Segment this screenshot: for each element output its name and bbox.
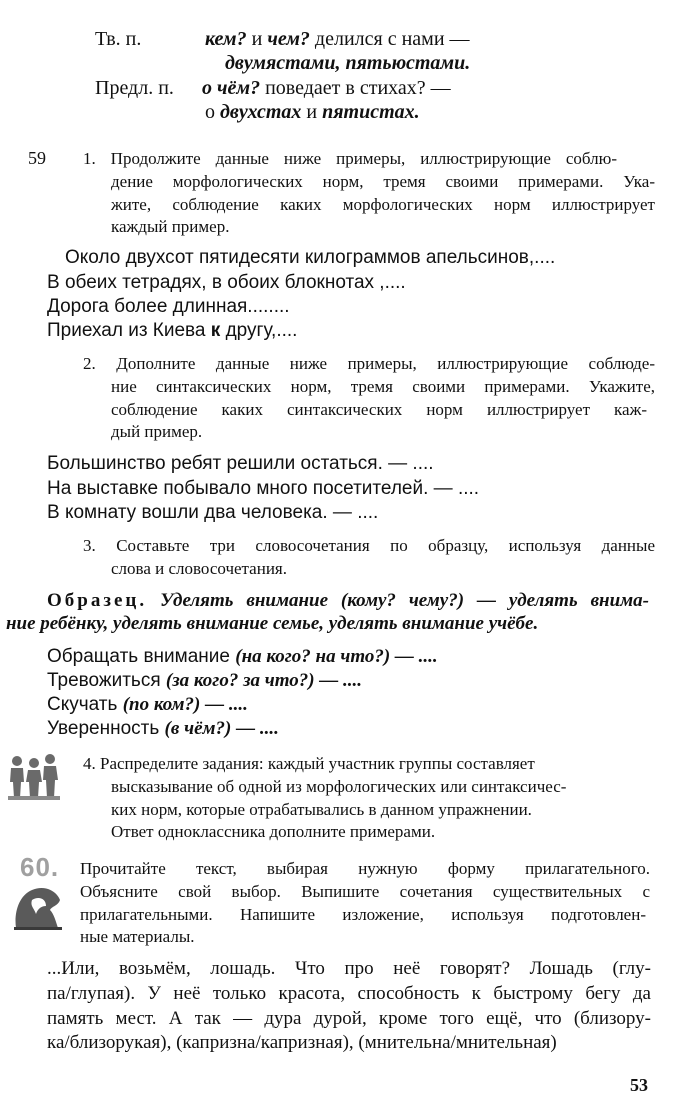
sample-line-1 (47, 590, 649, 612)
task2-line-3: соблюдение каких синтаксических норм иллюстрирует каж- (111, 400, 647, 419)
task1-example-3: Дорога более длинная........ (47, 296, 290, 317)
ex60-line-4: ные материалы. (80, 927, 195, 946)
question-chem: чем? (267, 28, 310, 50)
task3-item-1 (47, 646, 438, 668)
example4-pre: Приехал из Киева (47, 320, 211, 341)
conj-and-2: и (306, 101, 318, 123)
task3-item-3 (47, 694, 248, 716)
task4-line-2: высказывание об одной из морфологических или синтаксичес- (111, 777, 567, 796)
ex60-line-1: Прочитайте текст, выбирая нужную форму прилагательного. (80, 859, 650, 878)
ex60-text-line-3: память мест. А так — дура дурой, кроме того ещё, что (близору- (47, 1008, 651, 1029)
exercise-number-59: 59 (28, 148, 46, 168)
group-work-icon (8, 752, 60, 800)
answer-pyatistakh: пятистах. (322, 101, 420, 123)
task1-line-2: дение морфологических норм, тремя своими примерами. Ука- (111, 172, 655, 191)
task1-example-4 (47, 320, 297, 342)
prep-o: о (205, 101, 215, 123)
case-answer-pred (205, 101, 420, 124)
ex60-text-line-4: ка/близорукая), (капризна/капризная), (мнительна/мнительная) (47, 1032, 557, 1053)
task3-item-1-question: (на кого? на что?) — .... (235, 646, 438, 667)
question-kem: кем? (205, 28, 247, 50)
task3-item-3-word: Скучать (47, 694, 123, 715)
ex60-text-line-2: па/глупая). У неё только красота, способность к быстрому бегу да (47, 983, 651, 1004)
task2-line-2: ние синтаксических норм, тремя своими примерами. Укажите, (111, 377, 655, 396)
task3-line-1: 3. Составьте три словосочетания по образцу, используя данные (83, 536, 655, 555)
sample-line-2: ние ребёнку, уделять внимание семье, уделять внимание учёбе. (6, 613, 539, 634)
task3-item-1-word: Обращать внимание (47, 646, 236, 667)
task3-item-4-question: (в чём?) — .... (164, 718, 279, 739)
task1-example-2: В обеих тетрадях, в обоих блокнотах ,.... (47, 272, 406, 293)
ex60-line-3: прилагательными. Напишите изложение, используя подготовлен- (80, 905, 646, 924)
task4-line-3: ких норм, которые отрабатывались в данном упражнении. (111, 800, 532, 819)
task3-item-3-question: (по ком?) — .... (122, 694, 248, 715)
task4-line-1: 4. Распределите задания: каждый участник группы составляет (83, 754, 535, 773)
task4-line-4: Ответ одноклассника дополните примерами. (111, 822, 436, 841)
task3-item-2-question: (за кого? за что?) — .... (165, 670, 363, 691)
task3-line-2: слова и словосочетания. (111, 559, 287, 578)
sample-text-1: Уделять внимание (кому? чему?) — уделять внима- (160, 590, 650, 611)
case-answer-tv: двумястами, пятьюстами. (225, 52, 471, 74)
case-question-pred (202, 77, 451, 100)
task2-example-1: Большинство ребят решили остаться. — .... (47, 453, 434, 474)
example4-post: другу,.... (220, 320, 298, 341)
task3-item-2 (47, 670, 362, 692)
ex60-text-line-1: ...Или, возьмём, лошадь. Что про неё говорят? Лошадь (глу- (47, 958, 651, 979)
task3-item-2-word: Тревожиться (47, 670, 166, 691)
task1-line-4: каждый пример. (111, 217, 230, 236)
task2-example-3: В комнату вошли два человека. — .... (47, 502, 379, 523)
task3-item-4-word: Уверенность (47, 718, 165, 739)
case-label-pred: Предл. п. (95, 77, 174, 99)
answer-dvukhstakh: двухстах (220, 101, 302, 123)
case-text-tv: делился с нами — (314, 28, 470, 50)
case-question-tv (205, 28, 470, 51)
question-o-chem: о чём? (202, 77, 261, 99)
task3-item-4 (47, 718, 279, 740)
case-label-tv: Тв. п. (95, 28, 142, 50)
case-text-pred: поведает в стихах? — (265, 77, 451, 99)
task2-example-2: На выставке побывало много посетителей. — .... (47, 478, 480, 499)
exercise-number-60: 60. (20, 852, 60, 882)
task2-line-1: 2. Дополните данные ниже примеры, иллюстрирующие соблюде- (83, 354, 655, 373)
sample-label: Образец. (47, 590, 148, 611)
conj-and: и (251, 28, 263, 50)
writing-head-icon (12, 884, 64, 930)
task1-example-1: Около двухсот пятидесяти килограммов апельсинов,.... (65, 247, 556, 268)
ex60-line-2: Объясните свой выбор. Выпишите сочетания существительных с (80, 882, 650, 901)
task2-line-4: дый пример. (111, 422, 203, 441)
example4-bold-preposition: к (210, 320, 221, 341)
task1-line-3: жите, соблюдение каких морфологических норм иллюстрирует (111, 195, 655, 214)
page-number: 53 (630, 1075, 648, 1095)
task1-line-1: 1. Продолжите данные ниже примеры, иллюстрирующие соблю- (83, 149, 617, 168)
